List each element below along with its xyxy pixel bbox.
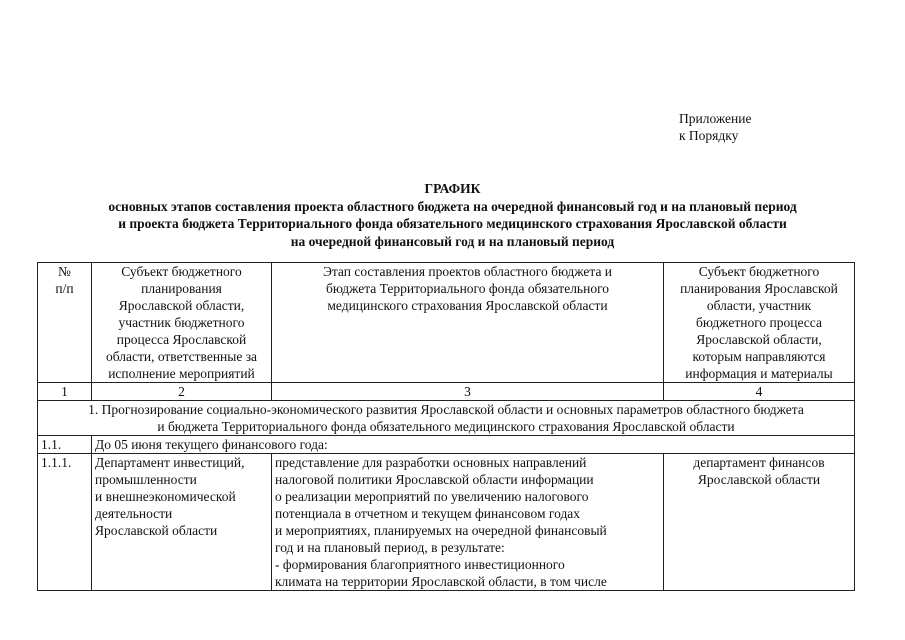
appendix-note [679,110,751,144]
row-recipient [664,454,855,591]
cell-line: год и на плановый период, в результате: [275,540,505,555]
title-heading: ГРАФИК [424,181,481,196]
section-title-line: 1. Прогнозирование социально-экономического развития Ярославской области и основных параметров областного бюджета [88,402,804,417]
appendix-line-1: Приложение [679,111,752,126]
section-title [38,401,855,436]
table-row [38,436,855,454]
schedule-table [37,262,855,591]
section-row [38,401,855,436]
header-text: участник бюджетного [118,315,245,330]
document-title [30,180,875,250]
cell-line: налоговой политики Ярославской области информации [275,472,594,487]
cell-line: Департамент инвестиций, [95,455,245,470]
cell-line: - формирования благоприятного инвестиционного [275,557,565,572]
header-text: Субъект бюджетного [121,264,242,279]
header-row [38,263,855,383]
header-text: № [58,264,71,279]
cell-line: о реализации мероприятий по увеличению налогового [275,489,589,504]
row-stage [272,454,664,591]
cell-line: промышленности [95,472,197,487]
table-row [38,454,855,591]
row-subject [92,454,272,591]
header-text: процесса Ярославской [116,332,247,347]
cell-line: Ярославской области [95,523,218,538]
cell-line: и мероприятиях, планируемых на очередной финансовый [275,523,607,538]
column-number: 3 [272,383,664,401]
cell-line: потенциала в отчетном и текущем финансовом годах [275,506,581,521]
title-line-1: основных этапов составления проекта областного бюджета на очередной финансовый год и на плановый период [108,198,797,214]
header-text: Ярославской области, [118,298,245,313]
cell-line: деятельности [95,506,173,521]
header-text: п/п [55,281,74,296]
title-line-3: на очередной финансовый год и на плановый период [290,233,615,249]
header-recipient [664,263,855,383]
column-number: 2 [92,383,272,401]
header-text: Этап составления проектов областного бюджета и [322,264,613,279]
row-text: До 05 июня текущего финансового года: [92,436,855,454]
header-text: информация и материалы [685,366,833,381]
header-text: области, участник [706,298,812,313]
cell-line: Ярославской области [697,472,821,487]
header-text: бюджетного процесса [696,315,822,330]
cell-line: климата на территории Ярославской области, в том числе [275,574,607,589]
header-text: которым направляются [692,349,826,364]
column-number-row [38,383,855,401]
header-text: области, ответственные за [105,349,258,364]
column-number: 4 [664,383,855,401]
row-number: 1.1. [38,436,92,454]
column-number: 1 [38,383,92,401]
title-line-2: и проекта бюджета Территориального фонда обязательного медицинского страхования Ярославской области [118,216,787,231]
section-title-line: и бюджета Территориального фонда обязательного медицинского страхования Ярославской области [157,419,735,434]
appendix-line-2: к Порядку [679,128,739,143]
cell-line: и внешнеэкономической [95,489,236,504]
header-text: медицинского страхования Ярославской области [327,298,608,313]
header-text: планирования [141,281,222,296]
cell-line: представление для разработки основных направлений [275,455,587,470]
header-stage [272,263,664,383]
header-number [38,263,92,383]
row-number: 1.1.1. [38,454,92,591]
header-text: бюджета Территориального фонда обязательного [325,281,610,296]
header-subject [92,263,272,383]
header-text: исполнение мероприятий [108,366,255,381]
header-text: Ярославской области, [696,332,822,347]
header-text: планирования Ярославской [680,281,838,296]
header-text: Субъект бюджетного [698,264,820,279]
cell-line: департамент финансов [693,455,825,470]
